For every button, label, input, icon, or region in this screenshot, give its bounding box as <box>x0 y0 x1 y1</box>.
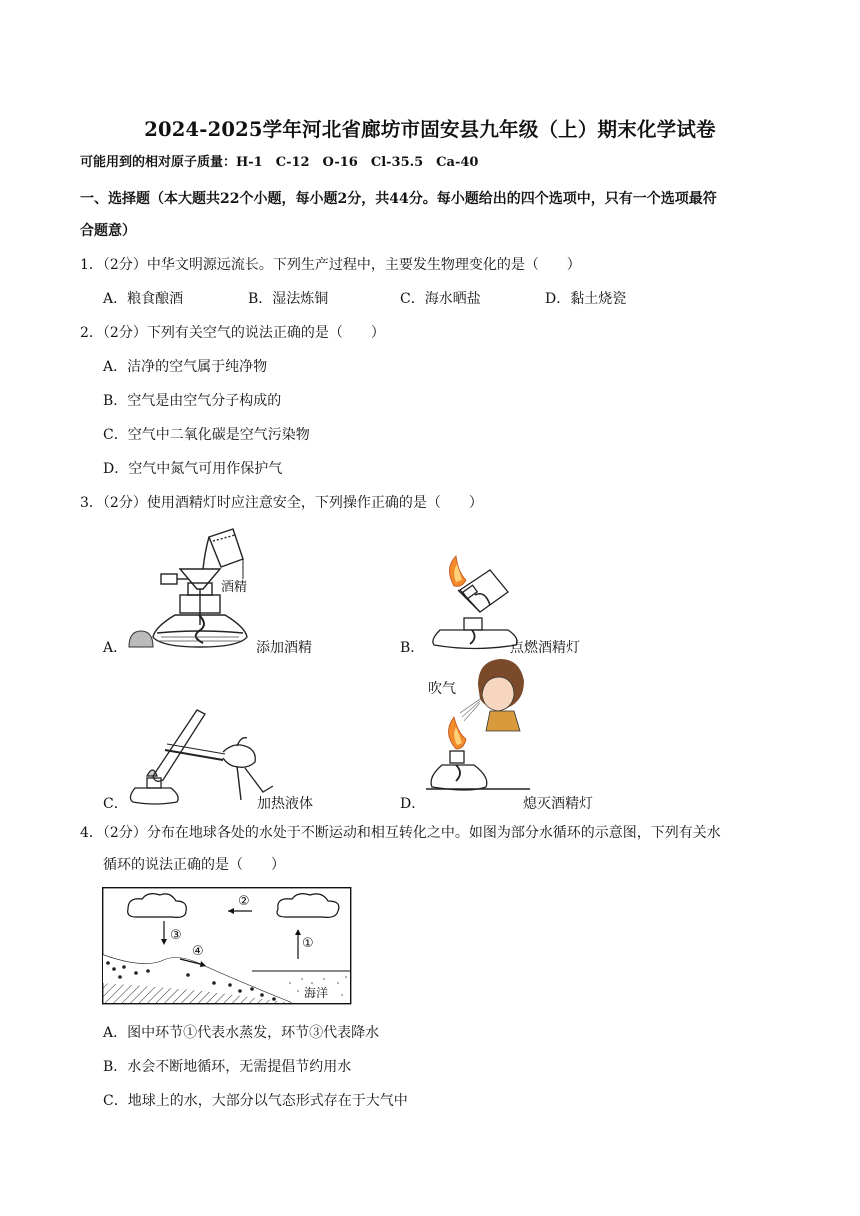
q3-stem: 3．（2分）使用酒精灯时应注意安全，下列操作正确的是（ ） <box>80 495 483 511</box>
lighting-lamp-image <box>420 550 530 650</box>
q4-stem-line1: 4．（2分）分布在地球各处的水处于不断运动和相互转化之中。如图为部分水循环的示意图，下列有关水 <box>80 825 721 841</box>
q3-option-d-letter: D． <box>400 796 426 812</box>
blowing-out-image <box>420 655 530 807</box>
water-cycle-diagram <box>102 887 352 1005</box>
section-heading-line1: 一、选择题（本大题共22个小题，每小题2分，共44分。每小题给出的四个选项中，只有一个选项最符 <box>80 191 717 207</box>
ocean-label: 海洋 <box>304 986 329 1000</box>
q4-option-a: A．图中环节①代表水蒸发，环节③代表降水 <box>103 1025 380 1041</box>
marker-4: ④ <box>192 944 204 959</box>
section-heading-line2: 合题意） <box>80 223 136 239</box>
q1-stem: 1．（2分）中华文明源远流长。下列生产过程中，主要发生物理变化的是（ ） <box>80 257 581 273</box>
q1-option-d: D．黏土烧瓷 <box>545 291 627 307</box>
q3-caption-c: 加热液体 <box>257 796 313 812</box>
heating-liquid-image <box>125 680 275 808</box>
blow-label: 吹气 <box>428 681 456 697</box>
q2-option-d: D．空气中氮气可用作保护气 <box>103 461 283 477</box>
q1-option-a: A．粮食酿酒 <box>103 291 184 307</box>
q4-option-b: B．水会不断地循环，无需提倡节约用水 <box>103 1059 352 1075</box>
atomic-masses: 可能用到的相对原子质量：H-1 C-12 O-16 Cl-35.5 Ca-40 <box>80 155 479 170</box>
q3-caption-d: 熄灭酒精灯 <box>523 796 593 812</box>
q4-stem-line2: 循环的说法正确的是（ ） <box>103 857 285 873</box>
marker-1: ① <box>302 936 314 951</box>
q2-option-b: B．空气是由空气分子构成的 <box>103 393 282 409</box>
q3-option-b-letter: B． <box>400 640 425 656</box>
q4-option-c: C．地球上的水，大部分以气态形式存在于大气中 <box>103 1093 408 1109</box>
q3-option-c-letter: C． <box>103 796 128 812</box>
marker-3: ③ <box>170 928 182 943</box>
q2-option-a: A．洁净的空气属于纯净物 <box>103 359 268 375</box>
q1-option-b: B．湿法炼铜 <box>248 291 329 307</box>
page-title: 2024-2025学年河北省廊坊市固安县九年级（上）期末化学试卷 <box>144 118 716 141</box>
alcohol-label: 酒精 <box>221 580 248 595</box>
adding-alcohol-image <box>125 527 265 652</box>
q2-option-c: C．空气中二氧化碳是空气污染物 <box>103 427 310 443</box>
marker-2: ② <box>238 894 250 909</box>
q1-option-c: C．海水晒盐 <box>400 291 481 307</box>
q2-stem: 2．（2分）下列有关空气的说法正确的是（ ） <box>80 325 385 341</box>
q3-caption-b: 点燃酒精灯 <box>510 640 580 656</box>
q3-caption-a: 添加酒精 <box>256 640 312 656</box>
q3-option-a-letter: A． <box>103 640 128 656</box>
